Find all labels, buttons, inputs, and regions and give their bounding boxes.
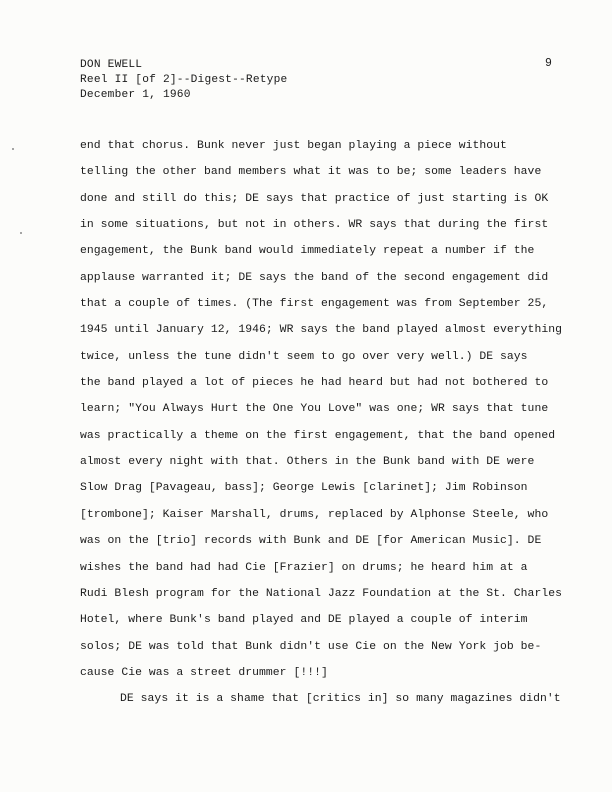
page-number: 9 bbox=[545, 57, 552, 70]
text-line: the band played a lot of pieces he had heard but had not bothered to bbox=[80, 377, 549, 390]
text-line: Slow Drag [Pavageau, bass]; George Lewis [clarinet]; Jim Robinson bbox=[80, 482, 528, 495]
text-line: solos; DE was told that Bunk didn't use Cie on the New York job be- bbox=[80, 640, 542, 653]
interviewee-name: DON EWELL bbox=[80, 59, 143, 71]
text-line: engagement, the Bunk band would immediately repeat a number if the bbox=[80, 245, 535, 258]
text-line: was on the [trio] records with Bunk and DE [for American Music]. DE bbox=[80, 535, 542, 548]
scan-speck bbox=[20, 232, 22, 234]
transcript-body bbox=[80, 138, 590, 718]
text-line: wishes the band had had Cie [Frazier] on drums; he heard him at a bbox=[80, 561, 528, 574]
text-line: end that chorus. Bunk never just began playing a piece without bbox=[80, 140, 507, 152]
text-line: that a couple of times. (The first engagement was from September 25, bbox=[80, 298, 549, 311]
interview-date: December 1, 1960 bbox=[80, 89, 191, 101]
text-line: done and still do this; DE says that practice of just starting is OK bbox=[80, 192, 549, 205]
text-line: was practically a theme on the first engagement, that the band opened bbox=[80, 429, 556, 442]
text-line: [trombone]; Kaiser Marshall, drums, replaced by Alphonse Steele, who bbox=[80, 508, 549, 521]
text-line: Hotel, where Bunk's band played and DE played a couple of interim bbox=[80, 614, 528, 627]
text-line: 1945 until January 12, 1946; WR says the band played almost everything bbox=[80, 324, 562, 337]
text-line: learn; "You Always Hurt the One You Love" was one; WR says that tune bbox=[80, 403, 549, 416]
text-line: twice, unless the tune didn't seem to go over very well.) DE says bbox=[80, 350, 528, 363]
text-line: almost every night with that. Others in the Bunk band with DE were bbox=[80, 456, 535, 469]
document-header bbox=[80, 58, 287, 103]
text-line: Rudi Blesh program for the National Jazz Foundation at the St. Charles bbox=[80, 587, 562, 600]
scan-speck bbox=[12, 148, 14, 150]
paragraph-start-line: DE says it is a shame that [critics in] so many magazines didn't bbox=[120, 693, 561, 706]
reel-label: Reel II [of 2]--Digest--Retype bbox=[80, 74, 288, 86]
text-line: cause Cie was a street drummer [!!!] bbox=[80, 666, 328, 679]
text-line: in some situations, but not in others. WR says that during the first bbox=[80, 219, 549, 232]
text-line: applause warranted it; DE says the band of the second engagement did bbox=[80, 271, 549, 284]
text-line: telling the other band members what it was to be; some leaders have bbox=[80, 166, 542, 179]
